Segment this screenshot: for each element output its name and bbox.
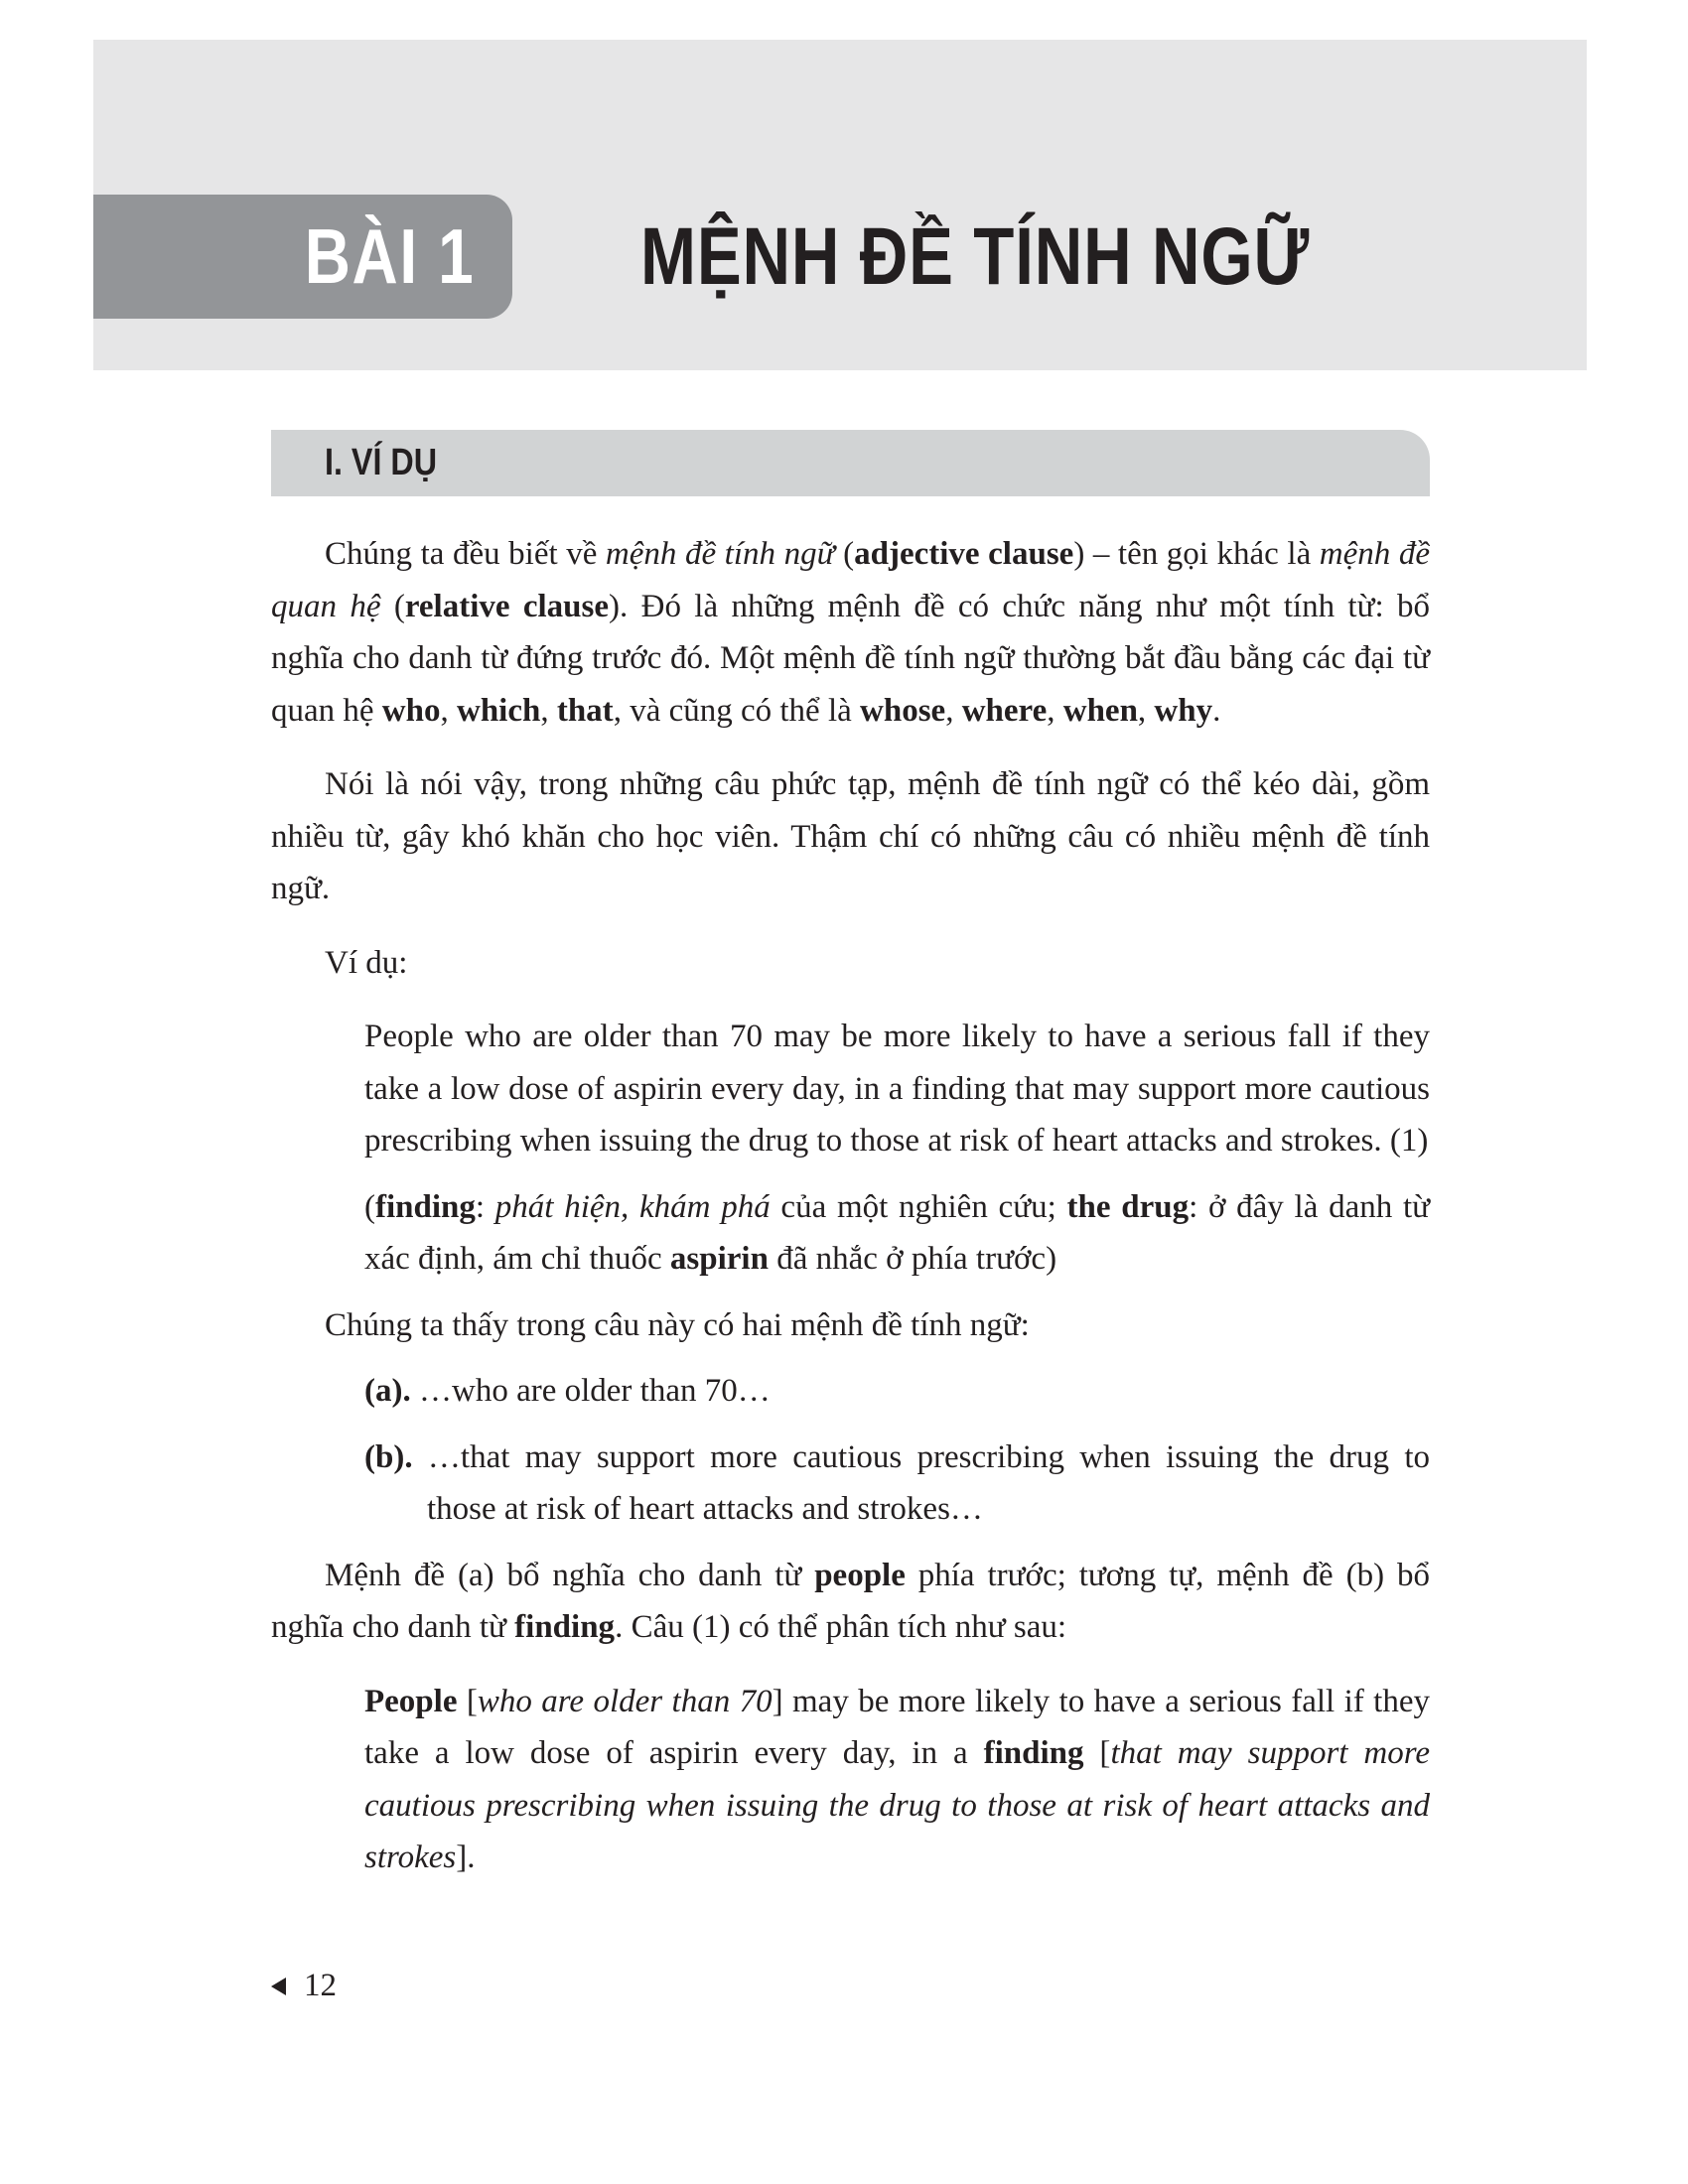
clause-italic: that may support more cautious prescribing when issuing the drug to those at risk of heart attacks and strokes xyxy=(364,1735,1431,1875)
term-italic: phát hiện, khám phá xyxy=(494,1188,771,1225)
section-heading-bar xyxy=(271,430,1430,496)
text: ( xyxy=(380,588,405,624)
term-bold: finding xyxy=(514,1609,616,1645)
pronoun: whose xyxy=(860,692,946,729)
text: đã nhắc ở phía trước) xyxy=(768,1241,1057,1277)
lesson-title: MỆNH ĐỀ TÍNH NGỮ xyxy=(640,210,1311,302)
text: , xyxy=(440,692,457,729)
note-paragraph xyxy=(271,1181,1430,1286)
analysis-paragraph xyxy=(271,1676,1430,1884)
example-sentence: People who are older than 70 may be more likely to have a serious fall if they take a low dose of aspirin every day, in a finding that may support more cautious prescribing when issuing the drug to those at risk of heart attacks and strokes. (1) xyxy=(364,1019,1430,1159)
text: . Câu (1) có thể phân tích như sau: xyxy=(615,1609,1067,1645)
term-bold: the drug xyxy=(1066,1188,1190,1225)
lesson-label: BÀI 1 xyxy=(304,212,475,300)
list-item xyxy=(271,1432,1430,1536)
text: , xyxy=(945,692,962,729)
list-label: (b). xyxy=(364,1438,413,1475)
text: ]. xyxy=(456,1840,476,1875)
text: [ xyxy=(1083,1735,1111,1771)
term-bold: aspirin xyxy=(669,1241,769,1277)
text: , xyxy=(540,692,557,729)
pronoun: why xyxy=(1154,692,1213,729)
text: , xyxy=(1137,692,1155,729)
text: : ở đây là danh từ xác định, ám chỉ thuốc xyxy=(364,1188,1431,1277)
pronoun: that xyxy=(556,692,614,729)
term-italic: mệnh đề tính ngữ xyxy=(605,536,835,572)
text: của một nghiên cứu; xyxy=(770,1188,1067,1225)
text: [ xyxy=(457,1683,478,1719)
term-bold: People xyxy=(364,1683,458,1719)
fourth-paragraph xyxy=(271,1550,1430,1654)
text: Mệnh đề (a) bổ nghĩa cho danh từ xyxy=(325,1557,815,1593)
text: ). Đó là những mệnh đề có chức năng như một tính từ: bổ nghĩa cho danh từ đứng trước đó. Một mệnh đề tính ngữ thường bắt đầu bằng các đại từ quan hệ xyxy=(271,588,1430,729)
second-paragraph: Nói là nói vậy, trong những câu phức tạp, mệnh đề tính ngữ có thể kéo dài, gồm nhiều từ, gây khó khăn cho học viên. Thậm chí có những câu có nhiều mệnh đề tính ngữ. xyxy=(271,766,1430,906)
text: ] may be more likely to have a serious fall if they take a low dose of aspirin every day, in a xyxy=(364,1683,1430,1771)
pronoun: where xyxy=(961,692,1048,729)
section-title: I. VÍ DỤ xyxy=(325,442,438,483)
lesson-tab xyxy=(93,195,512,319)
term-bold: finding xyxy=(983,1735,1084,1771)
left-arrow-icon xyxy=(271,1978,286,1995)
term-italic: mệnh đề quan hệ xyxy=(271,536,1430,624)
term-bold: relative clause xyxy=(404,588,610,624)
page-number-text: 12 xyxy=(304,1968,337,2003)
list-item xyxy=(271,1365,1430,1418)
page-number xyxy=(271,1968,337,2004)
list-label: (a). xyxy=(364,1373,411,1409)
term-bold: adjective clause xyxy=(854,536,1074,572)
text: ) – tên gọi khác là xyxy=(1073,536,1320,572)
text: , xyxy=(1047,692,1063,729)
term-bold: finding xyxy=(375,1188,476,1225)
body-content xyxy=(271,528,1430,1884)
text: : xyxy=(475,1188,495,1225)
pronoun: when xyxy=(1062,692,1138,729)
text: . xyxy=(1212,692,1221,729)
pronoun: which xyxy=(456,692,541,729)
text: phía trước; tương tự, mệnh đề (b) bổ nghĩa cho danh từ xyxy=(271,1557,1430,1645)
list-text: …who are older than 70… xyxy=(410,1373,771,1409)
text: ( xyxy=(834,536,855,572)
third-paragraph: Chúng ta thấy trong câu này có hai mệnh đề tính ngữ: xyxy=(325,1306,1030,1343)
text: Chúng ta đều biết về xyxy=(325,536,606,572)
intro-paragraph xyxy=(271,528,1430,737)
example-label: Ví dụ: xyxy=(325,944,408,981)
term-bold: people xyxy=(814,1557,906,1593)
clause-italic: who are older than 70 xyxy=(477,1683,773,1719)
list-text: …that may support more cautious prescribing when issuing the drug to those at risk of heart attacks and strokes… xyxy=(412,1438,1430,1527)
pronoun: who xyxy=(381,692,441,729)
text: , và cũng có thể là xyxy=(613,692,861,729)
text: ( xyxy=(364,1188,375,1225)
